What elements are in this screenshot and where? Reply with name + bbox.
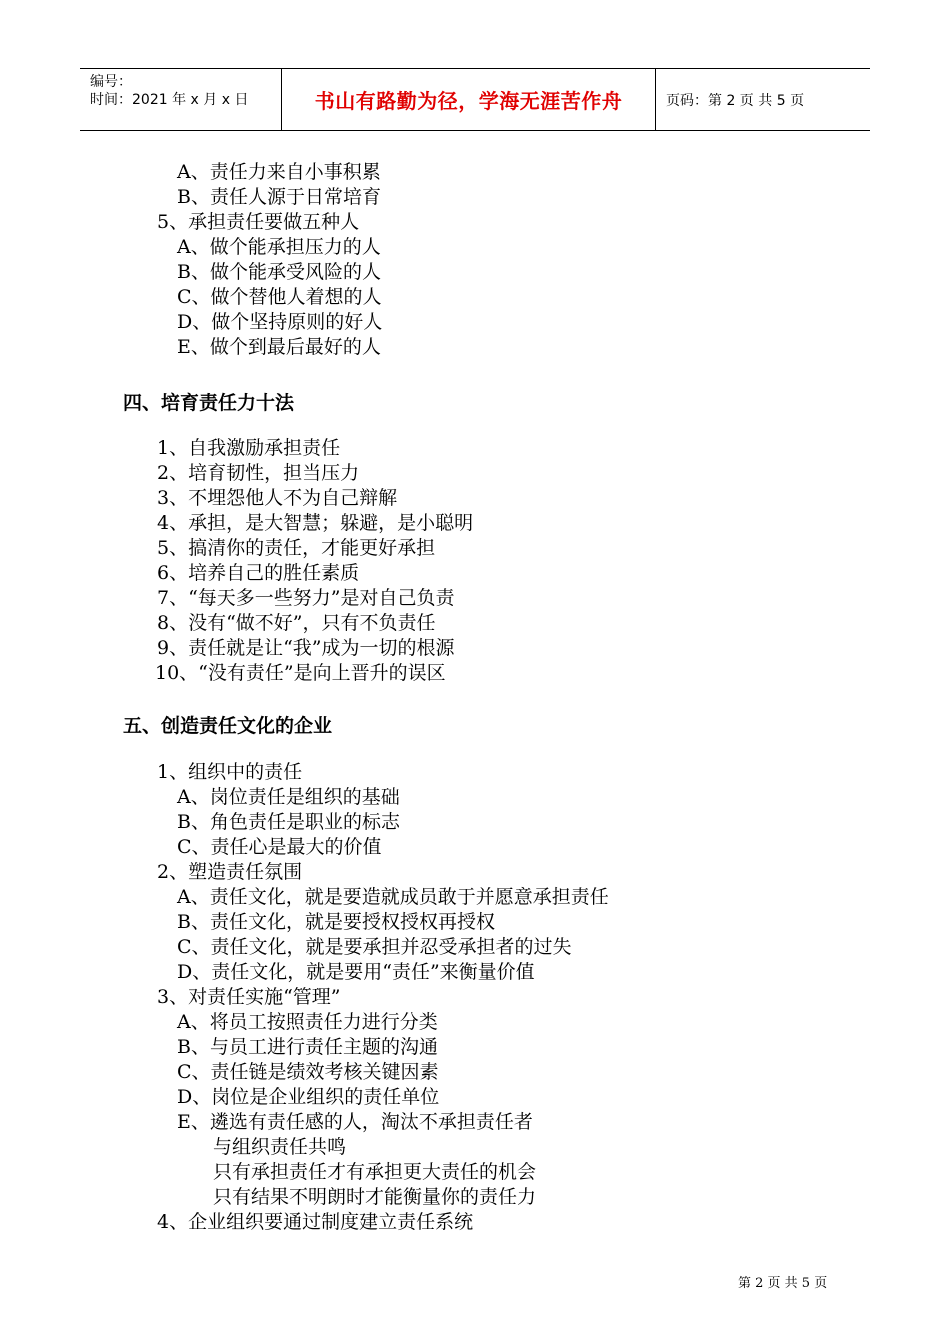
list-item: 9、责任就是让“我”成为一切的根源: [157, 637, 455, 659]
header-time: 时间：2021 年 x 月 x 日: [90, 92, 249, 108]
header-motto: 书山有路勤为径，学海无涯苦作舟: [314, 89, 623, 113]
list-item: 1、自我激励承担责任: [157, 437, 341, 459]
list-item: 3、对责任实施“管理”: [157, 986, 341, 1008]
header-page-cell: [656, 69, 870, 130]
list-item: 4、承担，是大智慧；躲避，是小聪明: [157, 512, 474, 534]
list-item: 10、“没有责任”是向上晋升的误区: [155, 662, 446, 684]
list-item: C、责任链是绩效考核关键因素: [177, 1061, 439, 1083]
section-heading: 四、培育责任力十法: [123, 392, 295, 414]
page-header: [80, 68, 870, 131]
header-meta: [80, 69, 282, 130]
list-item: B、责任文化，就是要授权授权再授权: [177, 911, 495, 933]
list-item: B、做个能承受风险的人: [177, 261, 381, 283]
header-number: 编号：: [90, 74, 132, 90]
list-item: B、责任人源于日常培育: [177, 186, 381, 208]
section-heading: 五、创造责任文化的企业: [123, 715, 333, 737]
list-item: C、责任心是最大的价值: [177, 836, 382, 858]
list-item: C、做个替他人着想的人: [177, 286, 382, 308]
list-item: A、做个能承担压力的人: [177, 236, 381, 258]
list-item: 5、搞清你的责任，才能更好承担: [157, 537, 436, 559]
list-item: 2、培育韧性，担当压力: [157, 462, 360, 484]
list-item: 7、“每天多一些努力”是对自己负责: [157, 587, 455, 609]
list-item: 与组织责任共鸣: [213, 1136, 347, 1158]
list-item: 2、塑造责任氛围: [157, 861, 303, 883]
list-item: A、责任力来自小事积累: [177, 161, 381, 183]
list-item: A、岗位责任是组织的基础: [177, 786, 400, 808]
list-item: 3、不埋怨他人不为自己辩解: [157, 487, 398, 509]
list-item: C、责任文化，就是要承担并忍受承担者的过失: [177, 936, 572, 958]
list-item: 5、承担责任要做五种人: [157, 211, 360, 233]
list-item: E、做个到最后最好的人: [177, 336, 381, 358]
list-item: B、与员工进行责任主题的沟通: [177, 1036, 438, 1058]
list-item: B、角色责任是职业的标志: [177, 811, 400, 833]
list-item: 8、没有“做不好”，只有不负责任: [157, 612, 436, 634]
header-motto-cell: [282, 69, 656, 130]
list-item: 6、培养自己的胜任素质: [157, 562, 360, 584]
list-item: D、岗位是企业组织的责任单位: [177, 1086, 440, 1108]
list-item: 1、组织中的责任: [157, 761, 303, 783]
list-item: D、做个坚持原则的好人: [177, 311, 383, 333]
list-item: A、将员工按照责任力进行分类: [177, 1011, 438, 1033]
header-page-number: 页码：第 2 页 共 5 页: [666, 92, 805, 109]
list-item: 4、企业组织要通过制度建立责任系统: [157, 1211, 474, 1233]
page-footer: 第 2 页 共 5 页: [738, 1276, 828, 1291]
list-item: D、责任文化，就是要用“责任”来衡量价值: [177, 961, 535, 983]
list-item: A、责任文化，就是要造就成员敢于并愿意承担责任: [177, 886, 609, 908]
list-item: E、遴选有责任感的人，淘汰不承担责任者: [177, 1111, 533, 1133]
list-item: 只有承担责任才有承担更大责任的机会: [213, 1161, 537, 1183]
list-item: 只有结果不明朗时才能衡量你的责任力: [213, 1186, 537, 1208]
